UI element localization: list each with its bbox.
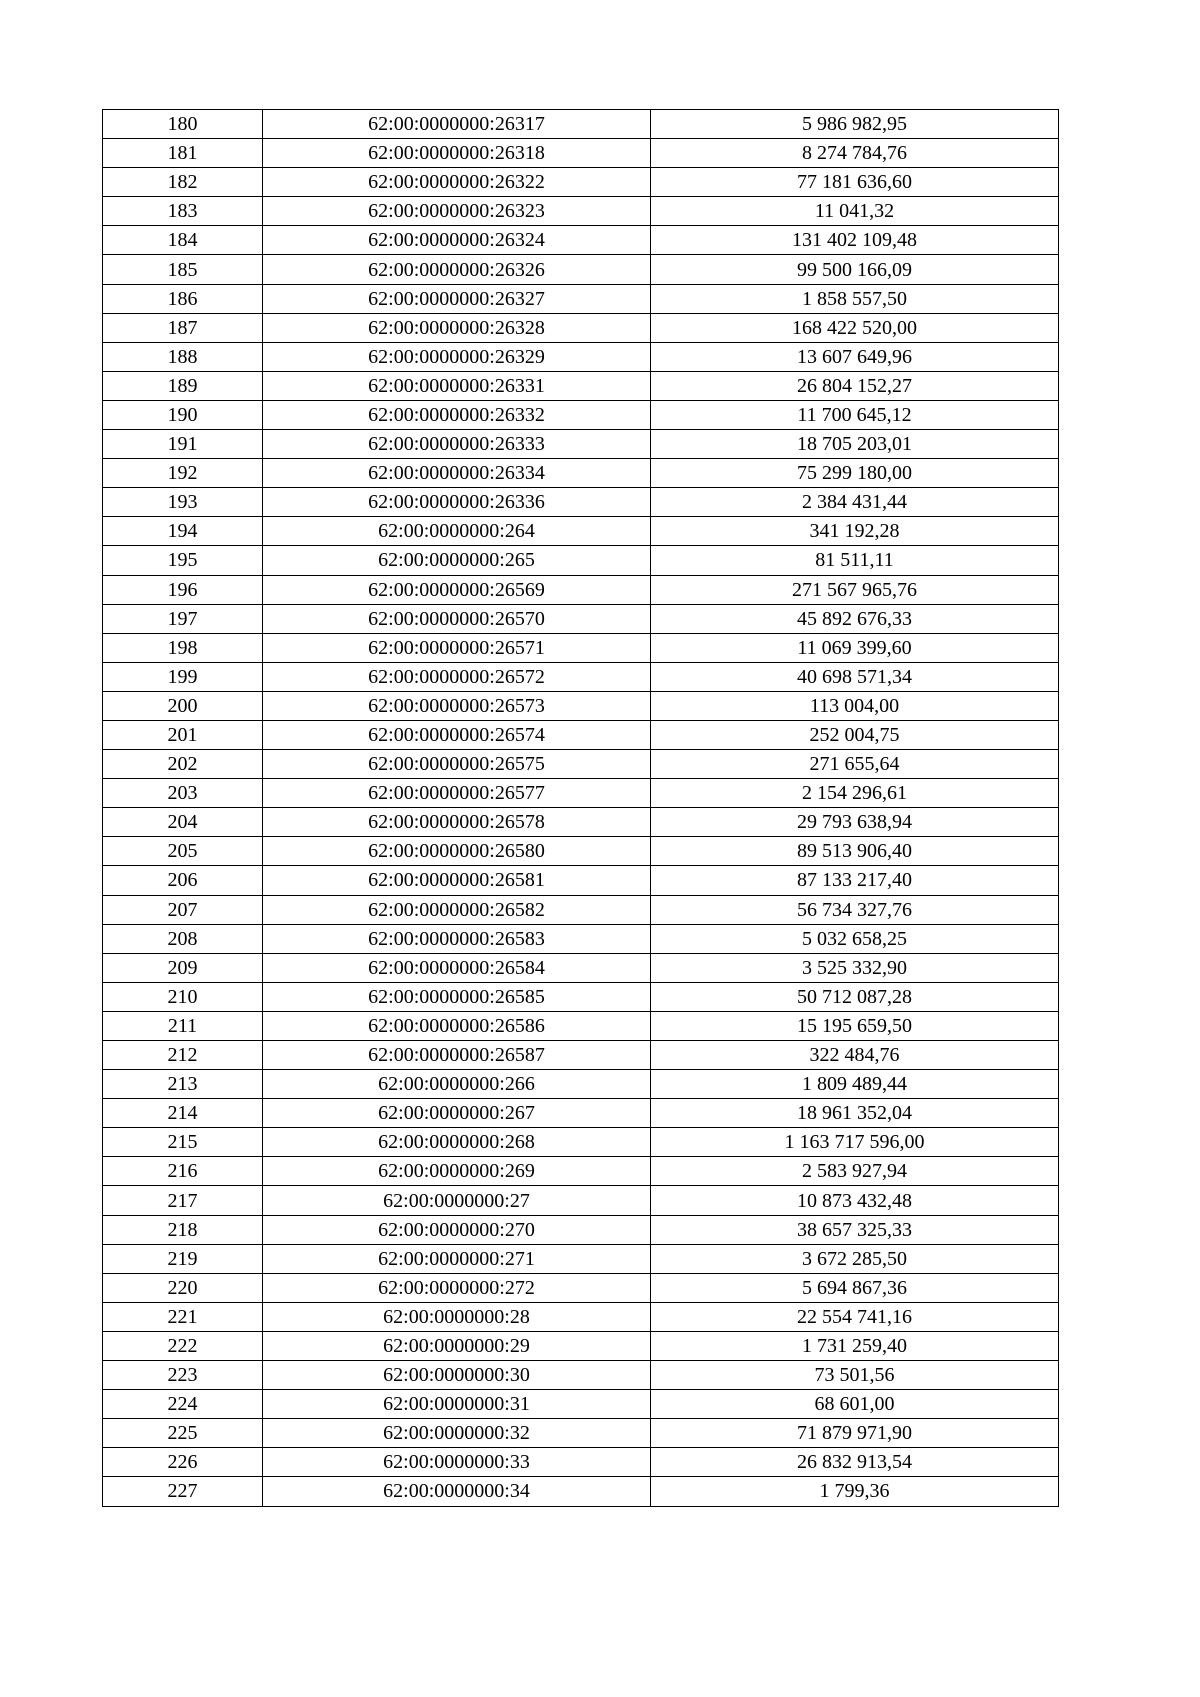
table-row: [103, 488, 1059, 517]
table-row: [103, 895, 1059, 924]
table-row: [103, 255, 1059, 284]
row-number-cell: 195: [103, 546, 263, 575]
cadastral-number-cell: 62:00:0000000:26572: [263, 662, 651, 691]
row-number-cell: 226: [103, 1448, 263, 1477]
cadastral-value-cell: 68 601,00: [651, 1390, 1059, 1419]
table-row: [103, 1128, 1059, 1157]
cadastral-value-cell: 56 734 327,76: [651, 895, 1059, 924]
cadastral-number-cell: 62:00:0000000:26575: [263, 750, 651, 779]
cadastral-number-cell: 62:00:0000000:26573: [263, 691, 651, 720]
row-number-cell: 180: [103, 110, 263, 139]
row-number-cell: 220: [103, 1273, 263, 1302]
table-row: [103, 197, 1059, 226]
table-row: [103, 633, 1059, 662]
cadastral-number-cell: 62:00:0000000:26322: [263, 168, 651, 197]
cadastral-value-cell: 99 500 166,09: [651, 255, 1059, 284]
table-row: [103, 691, 1059, 720]
table-row: [103, 982, 1059, 1011]
cadastral-value-cell: 5 694 867,36: [651, 1273, 1059, 1302]
row-number-cell: 212: [103, 1041, 263, 1070]
cadastral-number-cell: 62:00:0000000:26323: [263, 197, 651, 226]
table-row: [103, 139, 1059, 168]
table-row: [103, 866, 1059, 895]
table-row: [103, 1244, 1059, 1273]
cadastral-value-cell: 1 858 557,50: [651, 284, 1059, 313]
table-row: [103, 1070, 1059, 1099]
cadastral-number-cell: 62:00:0000000:26569: [263, 575, 651, 604]
cadastral-number-cell: 62:00:0000000:264: [263, 517, 651, 546]
cadastral-value-cell: 1 731 259,40: [651, 1331, 1059, 1360]
cadastral-value-cell: 1 799,36: [651, 1477, 1059, 1506]
cadastral-value-cell: 168 422 520,00: [651, 313, 1059, 342]
row-number-cell: 200: [103, 691, 263, 720]
cadastral-value-cell: 5 986 982,95: [651, 110, 1059, 139]
cadastral-number-cell: 62:00:0000000:265: [263, 546, 651, 575]
row-number-cell: 194: [103, 517, 263, 546]
table-row: [103, 808, 1059, 837]
row-number-cell: 215: [103, 1128, 263, 1157]
table-row: [103, 953, 1059, 982]
cadastral-value-cell: 2 154 296,61: [651, 779, 1059, 808]
row-number-cell: 201: [103, 720, 263, 749]
cadastral-value-cell: 29 793 638,94: [651, 808, 1059, 837]
cadastral-number-cell: 62:00:0000000:26317: [263, 110, 651, 139]
cadastral-value-cell: 18 961 352,04: [651, 1099, 1059, 1128]
table-row: [103, 604, 1059, 633]
cadastral-number-cell: 62:00:0000000:272: [263, 1273, 651, 1302]
row-number-cell: 213: [103, 1070, 263, 1099]
cadastral-number-cell: 62:00:0000000:26324: [263, 226, 651, 255]
table-row: [103, 546, 1059, 575]
table-row: [103, 371, 1059, 400]
cadastral-number-cell: 62:00:0000000:26327: [263, 284, 651, 313]
cadastral-number-cell: 62:00:0000000:271: [263, 1244, 651, 1273]
row-number-cell: 189: [103, 371, 263, 400]
row-number-cell: 209: [103, 953, 263, 982]
cadastral-number-cell: 62:00:0000000:269: [263, 1157, 651, 1186]
cadastral-number-cell: 62:00:0000000:26584: [263, 953, 651, 982]
cadastral-number-cell: 62:00:0000000:270: [263, 1215, 651, 1244]
row-number-cell: 184: [103, 226, 263, 255]
row-number-cell: 199: [103, 662, 263, 691]
row-number-cell: 192: [103, 459, 263, 488]
cadastral-number-cell: 62:00:0000000:26328: [263, 313, 651, 342]
table-row: [103, 1361, 1059, 1390]
cadastral-value-cell: 15 195 659,50: [651, 1011, 1059, 1040]
cadastral-value-cell: 10 873 432,48: [651, 1186, 1059, 1215]
table-row: [103, 1302, 1059, 1331]
cadastral-value-cell: 77 181 636,60: [651, 168, 1059, 197]
cadastral-value-cell: 38 657 325,33: [651, 1215, 1059, 1244]
cadastral-value-cell: 113 004,00: [651, 691, 1059, 720]
cadastral-value-cell: 75 299 180,00: [651, 459, 1059, 488]
table-row: [103, 1157, 1059, 1186]
table-row: [103, 837, 1059, 866]
cadastral-value-cell: 11 700 645,12: [651, 400, 1059, 429]
cadastral-number-cell: 62:00:0000000:26331: [263, 371, 651, 400]
cadastral-number-cell: 62:00:0000000:26329: [263, 342, 651, 371]
cadastral-number-cell: 62:00:0000000:26586: [263, 1011, 651, 1040]
cadastral-number-cell: 62:00:0000000:26334: [263, 459, 651, 488]
table-row: [103, 720, 1059, 749]
row-number-cell: 227: [103, 1477, 263, 1506]
cadastral-value-cell: 11 041,32: [651, 197, 1059, 226]
table-row: [103, 400, 1059, 429]
cadastral-number-cell: 62:00:0000000:26318: [263, 139, 651, 168]
cadastral-number-cell: 62:00:0000000:266: [263, 1070, 651, 1099]
cadastral-number-cell: 62:00:0000000:26332: [263, 400, 651, 429]
row-number-cell: 190: [103, 400, 263, 429]
table-row: [103, 342, 1059, 371]
table-row: [103, 1448, 1059, 1477]
row-number-cell: 185: [103, 255, 263, 284]
row-number-cell: 207: [103, 895, 263, 924]
cadastral-number-cell: 62:00:0000000:26326: [263, 255, 651, 284]
table-row: [103, 1419, 1059, 1448]
cadastral-value-cell: 18 705 203,01: [651, 430, 1059, 459]
row-number-cell: 225: [103, 1419, 263, 1448]
table-body: [103, 110, 1059, 1507]
cadastral-number-cell: 62:00:0000000:27: [263, 1186, 651, 1215]
row-number-cell: 202: [103, 750, 263, 779]
row-number-cell: 197: [103, 604, 263, 633]
cadastral-value-cell: 26 804 152,27: [651, 371, 1059, 400]
table-row: [103, 1331, 1059, 1360]
row-number-cell: 182: [103, 168, 263, 197]
table-row: [103, 575, 1059, 604]
row-number-cell: 216: [103, 1157, 263, 1186]
table-row: [103, 1273, 1059, 1302]
row-number-cell: 210: [103, 982, 263, 1011]
table-row: [103, 1011, 1059, 1040]
cadastral-value-cell: 252 004,75: [651, 720, 1059, 749]
cadastral-number-cell: 62:00:0000000:30: [263, 1361, 651, 1390]
cadastral-number-cell: 62:00:0000000:26336: [263, 488, 651, 517]
cadastral-value-cell: 3 672 285,50: [651, 1244, 1059, 1273]
cadastral-number-cell: 62:00:0000000:29: [263, 1331, 651, 1360]
row-number-cell: 211: [103, 1011, 263, 1040]
table-row: [103, 430, 1059, 459]
cadastral-value-cell: 11 069 399,60: [651, 633, 1059, 662]
cadastral-value-cell: 8 274 784,76: [651, 139, 1059, 168]
row-number-cell: 217: [103, 1186, 263, 1215]
cadastral-value-cell: 341 192,28: [651, 517, 1059, 546]
table-row: [103, 313, 1059, 342]
cadastral-number-cell: 62:00:0000000:34: [263, 1477, 651, 1506]
cadastral-value-cell: 322 484,76: [651, 1041, 1059, 1070]
table-row: [103, 1186, 1059, 1215]
row-number-cell: 198: [103, 633, 263, 662]
row-number-cell: 191: [103, 430, 263, 459]
row-number-cell: 188: [103, 342, 263, 371]
table-row: [103, 1041, 1059, 1070]
cadastral-number-cell: 62:00:0000000:26583: [263, 924, 651, 953]
cadastral-value-cell: 89 513 906,40: [651, 837, 1059, 866]
cadastral-value-cell: 22 554 741,16: [651, 1302, 1059, 1331]
cadastral-number-cell: 62:00:0000000:26578: [263, 808, 651, 837]
cadastral-number-cell: 62:00:0000000:31: [263, 1390, 651, 1419]
cadastral-value-table: [102, 109, 1059, 1507]
cadastral-value-cell: 73 501,56: [651, 1361, 1059, 1390]
row-number-cell: 223: [103, 1361, 263, 1390]
table-row: [103, 284, 1059, 313]
row-number-cell: 203: [103, 779, 263, 808]
table-row: [103, 1477, 1059, 1506]
row-number-cell: 206: [103, 866, 263, 895]
cadastral-value-cell: 26 832 913,54: [651, 1448, 1059, 1477]
cadastral-number-cell: 62:00:0000000:26587: [263, 1041, 651, 1070]
cadastral-number-cell: 62:00:0000000:26581: [263, 866, 651, 895]
cadastral-value-cell: 1 163 717 596,00: [651, 1128, 1059, 1157]
cadastral-value-cell: 71 879 971,90: [651, 1419, 1059, 1448]
cadastral-value-cell: 5 032 658,25: [651, 924, 1059, 953]
cadastral-value-cell: 271 655,64: [651, 750, 1059, 779]
cadastral-value-cell: 45 892 676,33: [651, 604, 1059, 633]
cadastral-value-cell: 81 511,11: [651, 546, 1059, 575]
cadastral-value-cell: 1 809 489,44: [651, 1070, 1059, 1099]
row-number-cell: 196: [103, 575, 263, 604]
cadastral-number-cell: 62:00:0000000:267: [263, 1099, 651, 1128]
table-row: [103, 168, 1059, 197]
row-number-cell: 218: [103, 1215, 263, 1244]
row-number-cell: 205: [103, 837, 263, 866]
row-number-cell: 208: [103, 924, 263, 953]
cadastral-value-cell: 2 583 927,94: [651, 1157, 1059, 1186]
row-number-cell: 204: [103, 808, 263, 837]
table-row: [103, 517, 1059, 546]
table-row: [103, 1390, 1059, 1419]
cadastral-number-cell: 62:00:0000000:26582: [263, 895, 651, 924]
table-row: [103, 750, 1059, 779]
row-number-cell: 181: [103, 139, 263, 168]
cadastral-number-cell: 62:00:0000000:26585: [263, 982, 651, 1011]
table-row: [103, 226, 1059, 255]
cadastral-number-cell: 62:00:0000000:26574: [263, 720, 651, 749]
cadastral-value-cell: 2 384 431,44: [651, 488, 1059, 517]
cadastral-number-cell: 62:00:0000000:26571: [263, 633, 651, 662]
cadastral-number-cell: 62:00:0000000:26580: [263, 837, 651, 866]
table-row: [103, 779, 1059, 808]
row-number-cell: 221: [103, 1302, 263, 1331]
row-number-cell: 183: [103, 197, 263, 226]
cadastral-number-cell: 62:00:0000000:26577: [263, 779, 651, 808]
cadastral-number-cell: 62:00:0000000:28: [263, 1302, 651, 1331]
cadastral-value-cell: 3 525 332,90: [651, 953, 1059, 982]
table-row: [103, 1215, 1059, 1244]
table-row: [103, 110, 1059, 139]
table-row: [103, 924, 1059, 953]
table-row: [103, 1099, 1059, 1128]
row-number-cell: 186: [103, 284, 263, 313]
cadastral-number-cell: 62:00:0000000:32: [263, 1419, 651, 1448]
cadastral-value-cell: 87 133 217,40: [651, 866, 1059, 895]
cadastral-value-cell: 50 712 087,28: [651, 982, 1059, 1011]
table-row: [103, 662, 1059, 691]
row-number-cell: 222: [103, 1331, 263, 1360]
cadastral-value-cell: 131 402 109,48: [651, 226, 1059, 255]
cadastral-value-cell: 271 567 965,76: [651, 575, 1059, 604]
cadastral-number-cell: 62:00:0000000:33: [263, 1448, 651, 1477]
cadastral-value-cell: 13 607 649,96: [651, 342, 1059, 371]
cadastral-number-cell: 62:00:0000000:26570: [263, 604, 651, 633]
cadastral-number-cell: 62:00:0000000:26333: [263, 430, 651, 459]
row-number-cell: 187: [103, 313, 263, 342]
row-number-cell: 193: [103, 488, 263, 517]
table-row: [103, 459, 1059, 488]
row-number-cell: 219: [103, 1244, 263, 1273]
row-number-cell: 224: [103, 1390, 263, 1419]
row-number-cell: 214: [103, 1099, 263, 1128]
cadastral-value-cell: 40 698 571,34: [651, 662, 1059, 691]
cadastral-number-cell: 62:00:0000000:268: [263, 1128, 651, 1157]
